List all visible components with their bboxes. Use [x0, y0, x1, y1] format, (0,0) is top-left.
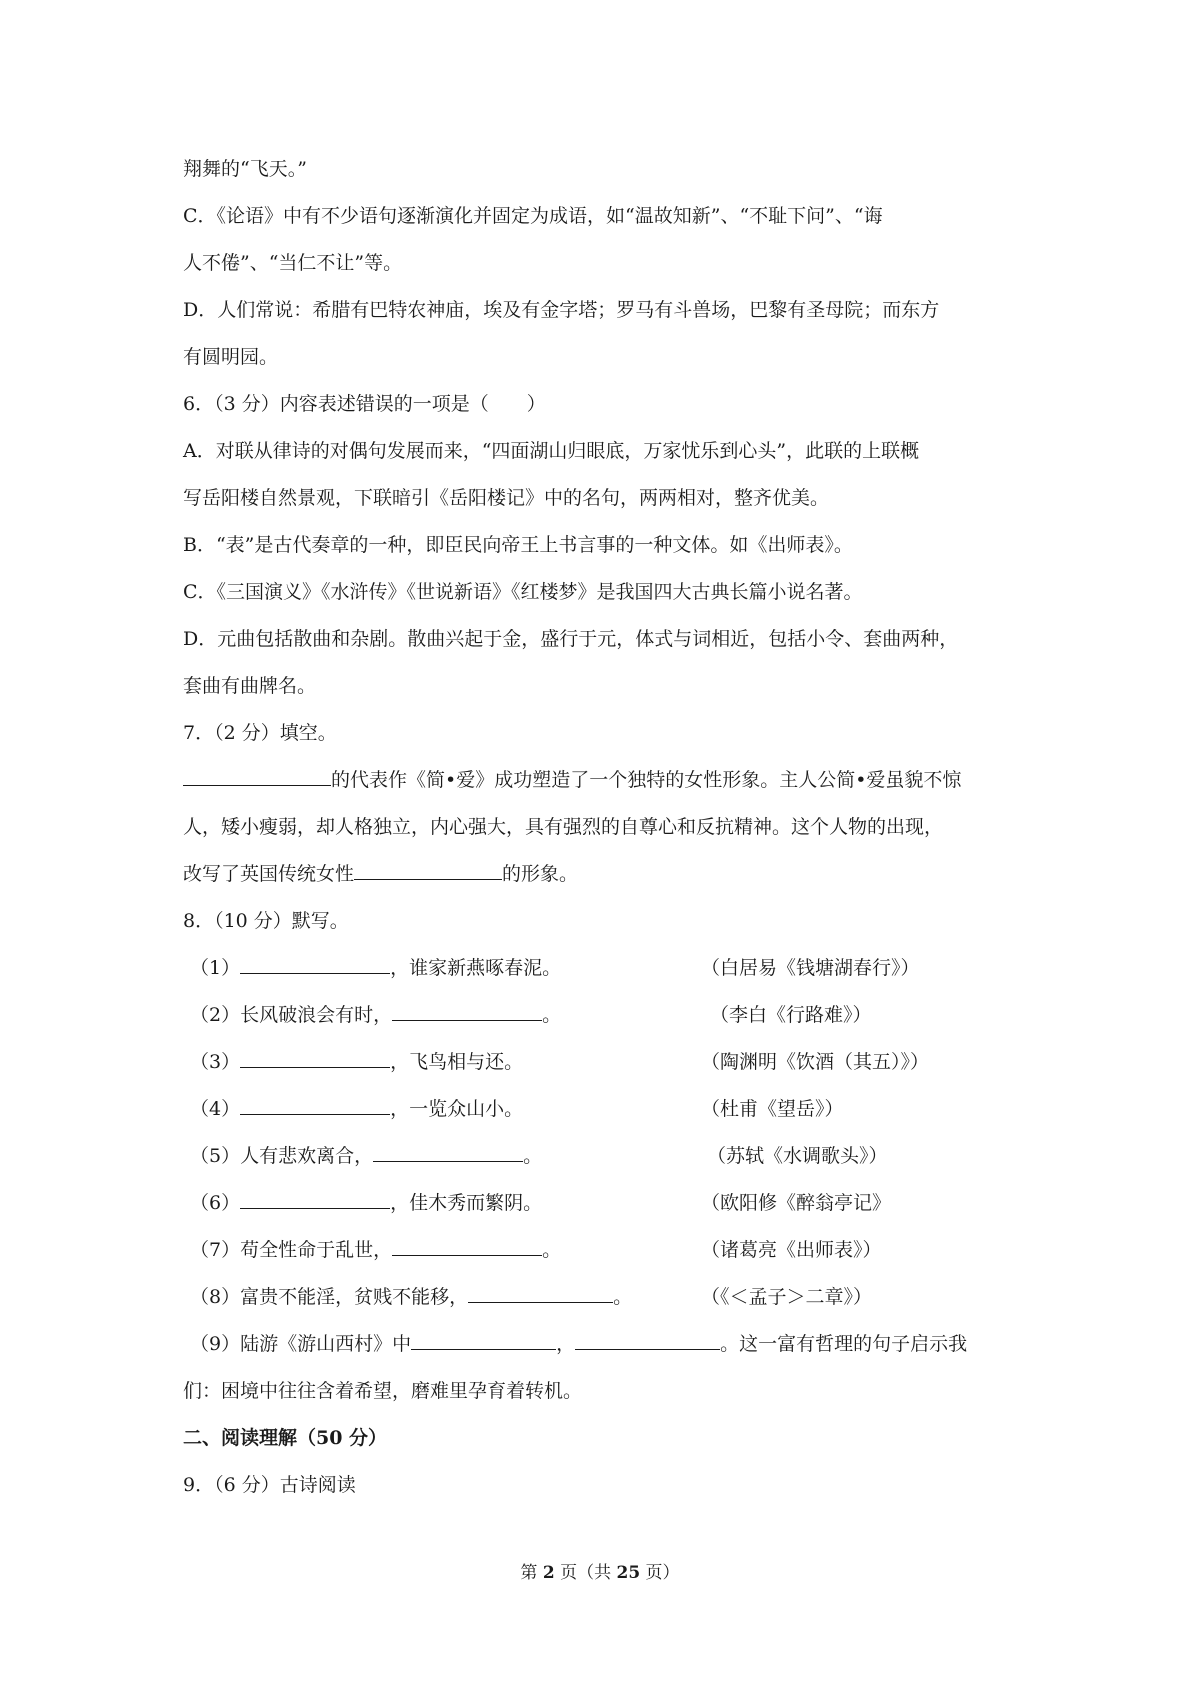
q8-item-3: [190, 1049, 523, 1075]
q8-item-7-source: （诸葛亮《出师表》）: [701, 1239, 882, 1261]
q8-item-8: [190, 1284, 632, 1310]
q8-item-5: [190, 1143, 542, 1169]
q6-stem: 6．（3 分）内容表述错误的一项是（ ）: [183, 393, 546, 415]
q8-item-text: ，谁家新燕啄春泥。: [390, 957, 562, 979]
q8-item-text: 。: [542, 1004, 562, 1026]
q8-item-text: ，飞鸟相与还。: [390, 1051, 524, 1073]
q8-item-text: 苟全性命于乱世，: [240, 1239, 393, 1261]
q8-blank-9b[interactable]: [575, 1331, 720, 1350]
q8-item-text: ，一览众山小。: [390, 1098, 524, 1120]
q7-line1: [183, 767, 961, 793]
q8-item-4-source: （杜甫《望岳》）: [701, 1098, 844, 1120]
q7-line2: 人，矮小瘦弱，却人格独立，内心强大，具有强烈的自尊心和反抗精神。这个人物的出现，: [183, 816, 944, 838]
q8-blank-9a[interactable]: [411, 1331, 556, 1350]
q8-item-1: [190, 955, 561, 981]
q7-blank-image[interactable]: [354, 861, 502, 880]
footer-text: 第: [520, 1563, 543, 1583]
q8-blank-1[interactable]: [240, 955, 390, 974]
q7-stem: 7．（2 分）填空。: [183, 722, 337, 744]
q8-blank-3[interactable]: [240, 1049, 390, 1068]
q8-item-num: （6）: [190, 1192, 241, 1214]
q8-item-9: [190, 1331, 967, 1357]
page-footer: [0, 1561, 1200, 1585]
q8-item-text: 长风破浪会有时，: [240, 1004, 393, 1026]
q8-item-8-source: （《＜孟子＞二章》）: [701, 1286, 873, 1308]
q7-line3: [183, 861, 578, 887]
footer-text: 页（共: [554, 1563, 617, 1583]
q8-item-num: （4）: [190, 1098, 241, 1120]
q8-item-text: ，: [556, 1333, 576, 1355]
q8-item-text: 。: [542, 1239, 562, 1261]
q6-option-c: C．《三国演义》《水浒传》《世说新语》《红楼梦》是我国四大古典长篇小说名著。: [183, 581, 863, 603]
q6-option-a-line1: A．对联从律诗的对偶句发展而来，“四面湖山归眼底，万家忧乐到心头”，此联的上联概: [183, 440, 920, 462]
q7-line3-text-after: 的形象。: [502, 863, 579, 885]
page-number: 2: [542, 1563, 555, 1583]
q6-option-d-line1: D．元曲包括散曲和杂剧。散曲兴起于金，盛行于元，体式与词相近，包括小令、套曲两种，: [183, 628, 959, 650]
q8-item-text: 。这一富有哲理的句子启示我: [720, 1333, 968, 1355]
q5-option-c-line2: 人不倦”、“当仁不让”等。: [183, 252, 403, 274]
q8-blank-8[interactable]: [468, 1284, 613, 1303]
q6-option-d-line2: 套曲有曲牌名。: [183, 675, 317, 697]
q8-item-2: [190, 1002, 561, 1028]
q8-item-text: 。: [523, 1145, 543, 1167]
q8-blank-6[interactable]: [240, 1190, 390, 1209]
q6-option-a-line2: 写岳阳楼自然景观，下联暗引《岳阳楼记》中的名句，两两相对，整齐优美。: [183, 487, 830, 509]
q8-blank-2[interactable]: [392, 1002, 542, 1021]
q8-item-1-source: （白居易《钱塘湖春行》）: [701, 957, 920, 979]
q8-item-2-source: （李白《行路难》）: [710, 1004, 872, 1026]
q9-stem: 9．（6 分）古诗阅读: [183, 1474, 356, 1496]
q8-item-num: （3）: [190, 1051, 241, 1073]
q8-blank-4[interactable]: [240, 1096, 390, 1115]
q6-option-b: B．“表”是古代奏章的一种，即臣民向帝王上书言事的一种文体。如《出师表》。: [183, 534, 853, 556]
q8-item-num: （1）: [190, 957, 241, 979]
q8-item-9-continued: 们：困境中往往含着希望，磨难里孕育着转机。: [183, 1380, 583, 1402]
q8-item-text: 人有悲欢离合，: [240, 1145, 374, 1167]
q7-line3-text-before: 改写了英国传统女性: [183, 863, 355, 885]
q8-item-text: ，佳木秀而繁阴。: [390, 1192, 543, 1214]
q5-option-b-continued: 翔舞的“飞天。”: [183, 158, 307, 180]
q8-blank-5[interactable]: [373, 1143, 523, 1162]
q8-blank-7[interactable]: [392, 1237, 542, 1256]
section-heading: 二、阅读理解（50 分）: [183, 1427, 388, 1449]
q8-item-text: 。: [613, 1286, 633, 1308]
q8-item-6: [190, 1190, 542, 1216]
q5-option-c-line1: C．《论语》中有不少语句逐渐演化并固定为成语，如“温故知新”、“不耻下问”、“诲: [183, 205, 883, 227]
q7-blank-author[interactable]: [183, 767, 331, 786]
q5-option-d-line2: 有圆明园。: [183, 346, 279, 368]
q8-stem: 8．（10 分）默写。: [183, 910, 349, 932]
q8-item-num: （7）: [190, 1239, 241, 1261]
total-pages: 25: [616, 1563, 641, 1583]
q8-item-6-source: （欧阳修《醉翁亭记》: [701, 1192, 892, 1214]
q8-item-4: [190, 1096, 523, 1122]
q8-item-num: （2）: [190, 1004, 241, 1026]
q8-item-num: （8）: [190, 1286, 241, 1308]
q8-item-7: [190, 1237, 561, 1263]
q8-item-5-source: （苏轼《水调歌头》）: [707, 1145, 888, 1167]
q8-item-3-source: （陶渊明《饮酒（其五）》）: [701, 1051, 930, 1073]
q8-item-text: 富贵不能淫，贫贱不能移，: [240, 1286, 469, 1308]
q8-item-num: （5）: [190, 1145, 241, 1167]
q5-option-d-line1: D．人们常说：希腊有巴特农神庙，埃及有金字塔；罗马有斗兽场，巴黎有圣母院；而东方: [183, 299, 940, 321]
q8-item-text: （9）陆游《游山西村》中: [190, 1333, 412, 1355]
q7-line1-text: 的代表作《简•爱》成功塑造了一个独特的女性形象。主人公简•爱虽貌不惊: [331, 769, 962, 791]
footer-text: 页）: [640, 1563, 680, 1583]
